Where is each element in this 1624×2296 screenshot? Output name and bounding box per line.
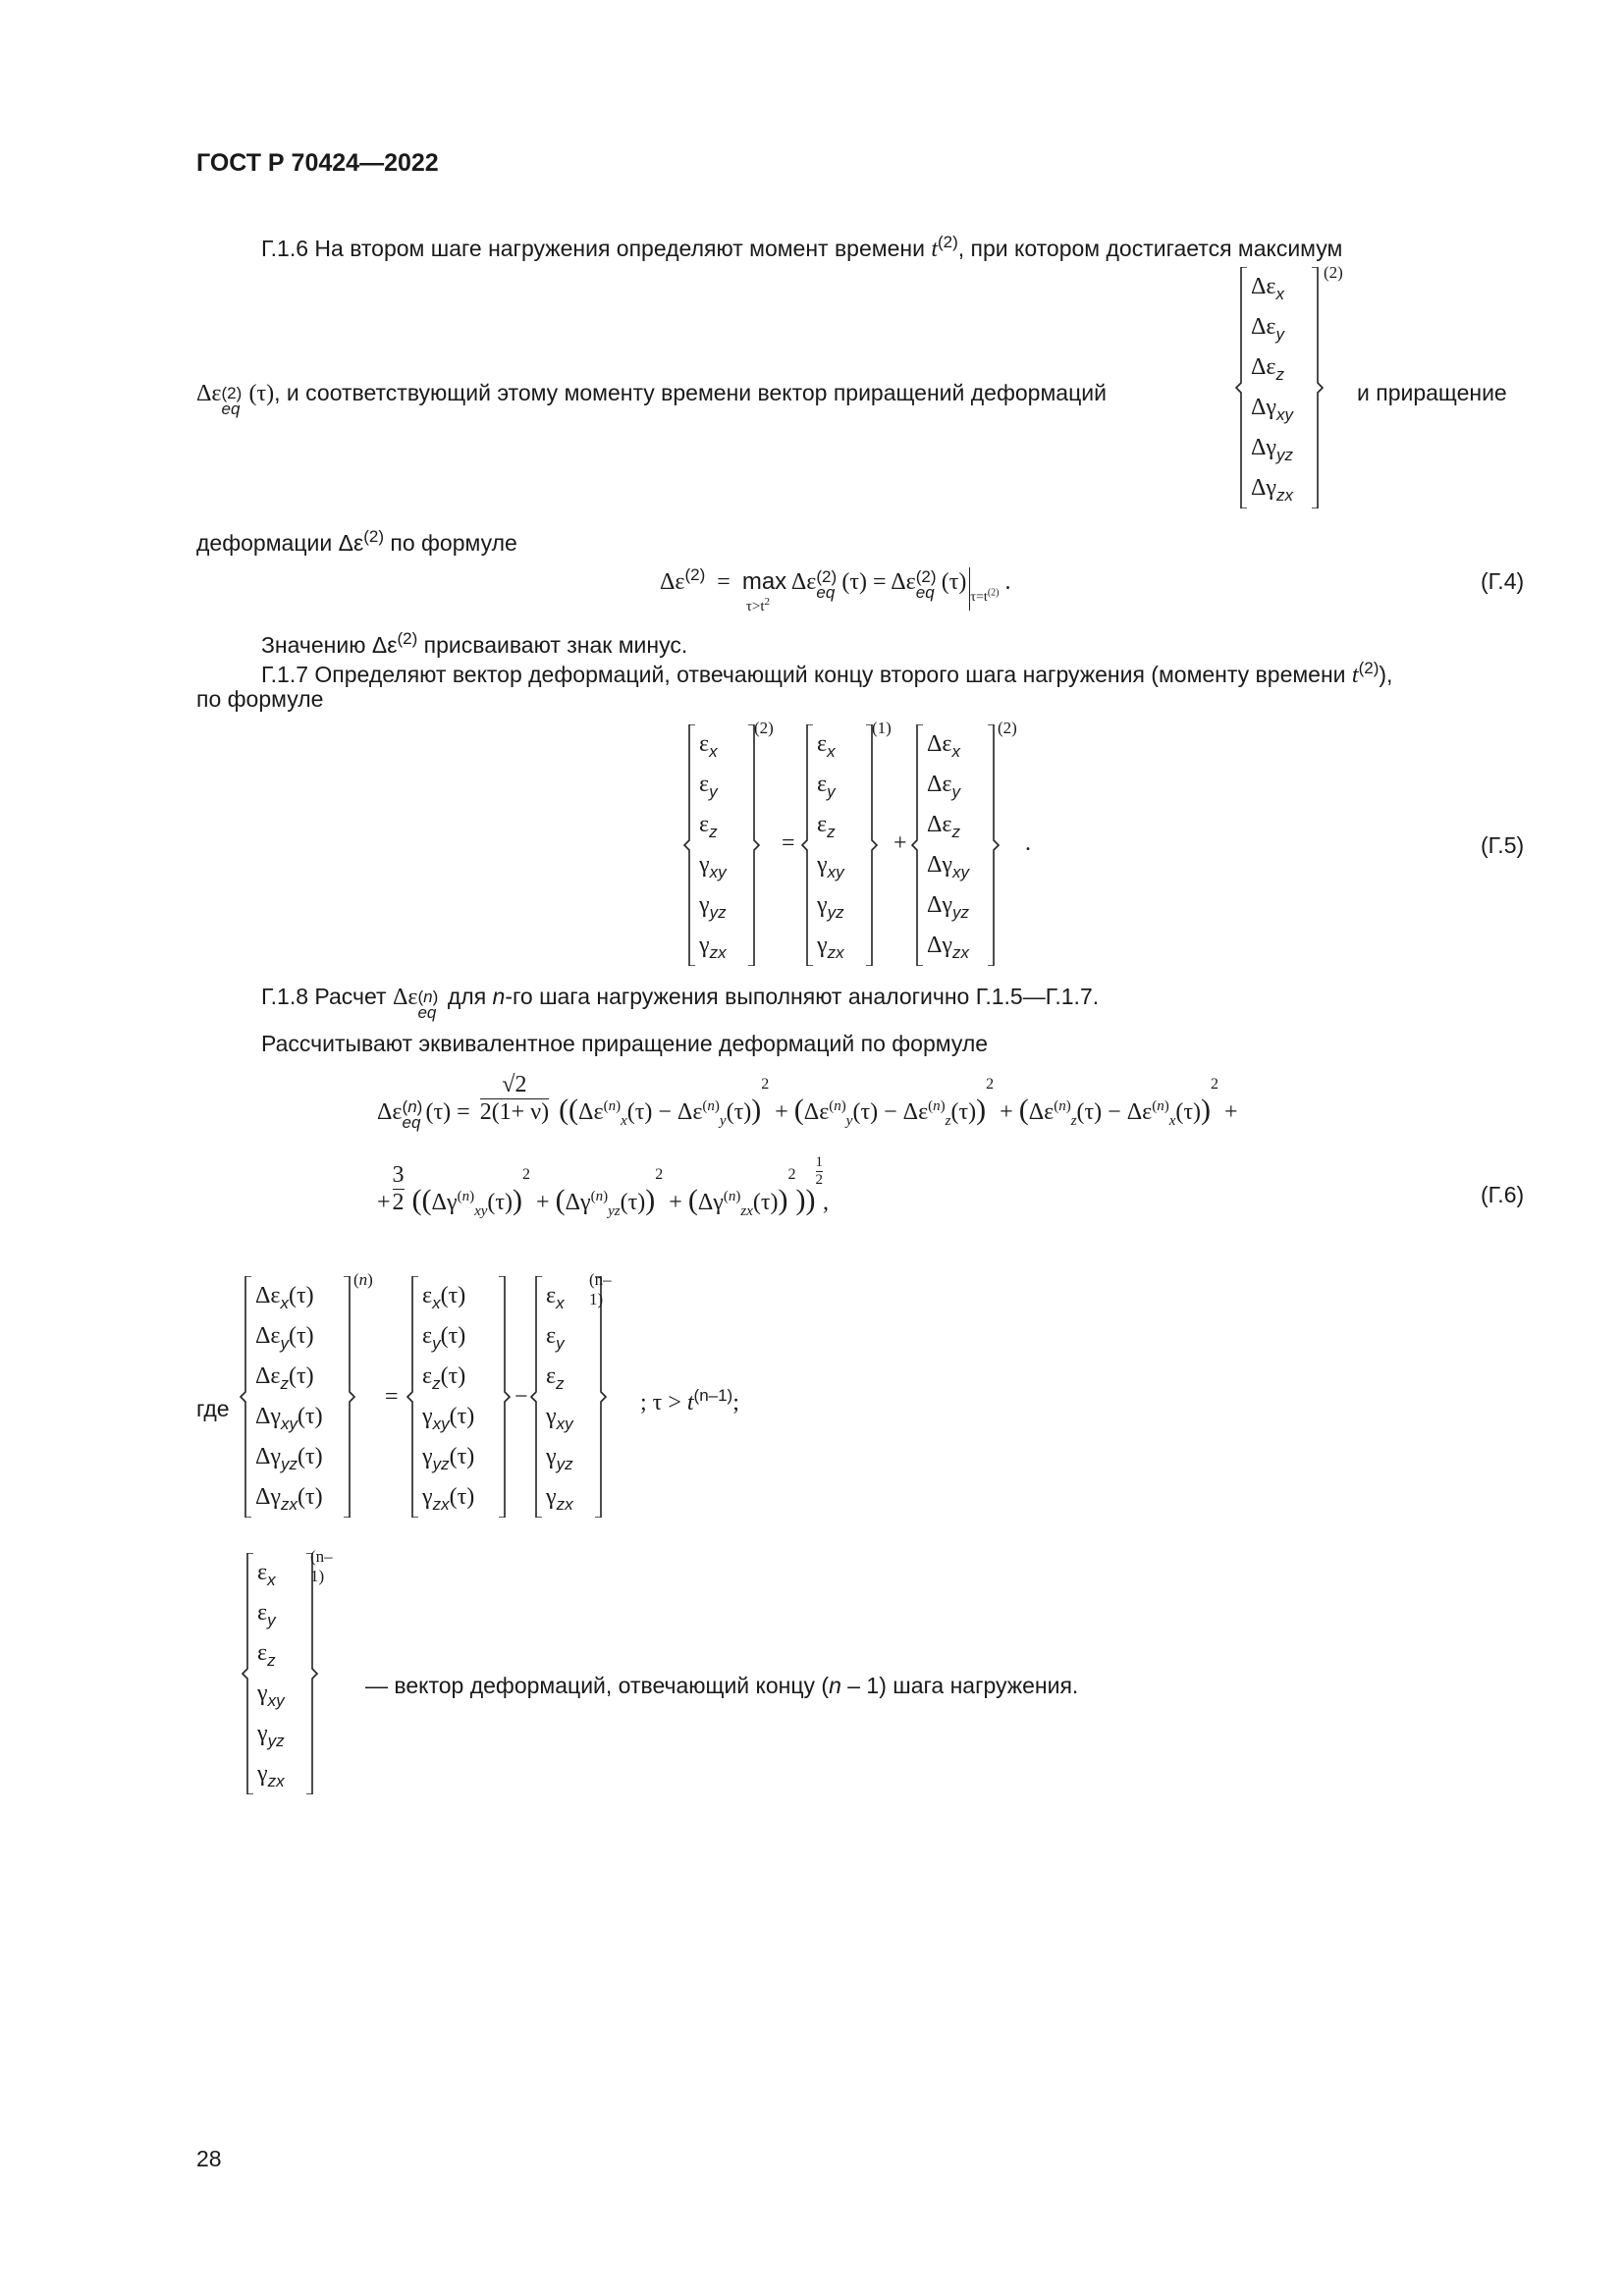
vector-where-lhs: $\Delta\varepsilon_x(\tau)$ $\Delta\varepsilon_y(\tau)$ $\Delta\varepsilon_z(\tau)$ $\Delta\gamma_{xy}(\tau)$ $\Delta\gamma_{yz}(\tau)$ $\Delta\gamma_{zx}(\tau)$ (n) — [255, 1276, 340, 1518]
vec-cell: $\Delta\varepsilon_x$ — [1251, 274, 1285, 303]
vec-cell: $\Delta\gamma_{yz}$ — [1251, 435, 1294, 464]
g16-text: Г.1.6 На втором шаге нагружения определяют момент времени — [261, 236, 925, 261]
sup-2: (2) — [937, 233, 958, 251]
equation-g6-line1: Δε (n) eq (τ) = $\frac{√2}{2(1+ \nu)}$ ($(\Delta\varepsilon^{(n)}_x(\tau) - \Delta\varepsilon^{(n)}_y(\tau))^2 + (\Delta\varepsilon^{(n)}_y(\tau) - \Delta\varepsilon^{(n)}_z(\tau))^2 + (\Delta\varepsilon^{(n)}_z(\tau) - \Delta\varepsilon^{(n)}_x(\tau))^2$ + — [377, 1072, 1238, 1132]
vector-where-mid: $\varepsilon_x(\tau)$ $\varepsilon_y(\tau)$ $\varepsilon_z(\tau)$ $\gamma_{xy}(\tau)$ $\gamma_{yz}(\tau)$ $\gamma_{zx}(\tau)$ — [422, 1276, 495, 1518]
g4-max: max $\tau>t^2$ — [741, 568, 787, 614]
last-vector-description: — вектор деформаций, отвечающий концу (n – 1) шага нагружения. — [365, 1673, 1079, 1698]
g16-tail-text: и приращение — [1357, 380, 1507, 405]
paragraph-g18: Г.1.8 Расчет Δε (n) eq для n-го шага нагружения выполняют аналогично Г.1.5—Г.1.7. — [261, 984, 1100, 1022]
vector-g5-mid: $\varepsilon_x$ $\varepsilon_y$ $\varepsilon_z$ $\gamma_{xy}$ $\gamma_{yz}$ $\gamma_{zx}$ (1) — [817, 724, 862, 966]
g5-plus: + — [893, 830, 907, 856]
vector-g5-lhs: $\varepsilon_x$ $\varepsilon_y$ $\varepsilon_z$ $\gamma_{xy}$ $\gamma_{yz}$ $\gamma_{zx}$ (2) — [699, 724, 744, 966]
paragraph-sign: Значению $\Delta\varepsilon^{(2)}$ присваивают знак минус. — [261, 629, 688, 658]
g5-equals: = — [782, 830, 795, 856]
g5-period: . — [1025, 830, 1031, 856]
paragraph-g16-line1 — [261, 228, 1528, 264]
paragraph-g17-line2: по формуле — [196, 686, 324, 712]
g16-line3-tail: по формуле — [390, 530, 517, 556]
where-equals: = — [385, 1384, 399, 1410]
vec-cell: $\Delta\gamma_{xy}$ — [1251, 395, 1294, 424]
vector-g5-rhs: $\Delta\varepsilon_x$ $\Delta\varepsilon_y$ $\Delta\varepsilon_z$ $\Delta\gamma_{xy}$ $\Delta\gamma_{yz}$ $\Delta\gamma_{zx}$ (2) — [927, 724, 984, 966]
equation-number-g5: (Г.5) — [1481, 832, 1525, 858]
vec-cell: $\Delta\varepsilon_z$ — [1251, 354, 1285, 384]
right-brace — [1310, 267, 1324, 508]
g4-lhs: Δε — [660, 569, 685, 595]
sup-2b: (2) — [221, 384, 243, 402]
paragraph-g16-line3 — [196, 522, 517, 558]
sup-2c: (2) — [363, 527, 384, 546]
t-symbol: t — [931, 237, 938, 262]
paragraph-g16-line2: Δε (2) eq (τ), и соответствующий этому моменту времени вектор приращений деформаций — [196, 380, 1107, 418]
where-condition: ; $\tau > t^{(n-1)}$; — [640, 1386, 739, 1415]
g16-line3: деформации Δε — [196, 530, 364, 556]
tau-arg: (τ) — [248, 381, 275, 406]
vec-cell: $\Delta\varepsilon_y$ — [1251, 314, 1285, 344]
vector-last: $\varepsilon_x$ $\varepsilon_y$ $\varepsilon_z$ $\gamma_{xy}$ $\gamma_{yz}$ $\gamma_{zx}$ (n–1) — [257, 1553, 302, 1794]
document-id: ГОСТ Р 70424—2022 — [196, 149, 439, 177]
vec-cell: $\Delta\gamma_{zx}$ — [1251, 475, 1294, 505]
equation-number-g6: (Г.6) — [1481, 1182, 1525, 1207]
equation-g6-line2: + $\frac{3}{2}$ $((\Delta\gamma^{(n)}_{xy}(\tau))^2 + (\Delta\gamma^{(n)}_{yz}(\tau))^2 + (\Delta\gamma^{(n)}_{zx}(\tau))^2)$) $\frac{1}{2}$ , — [377, 1154, 829, 1219]
paragraph-equiv: Рассчитывают эквивалентное приращение деформаций по формуле — [261, 1031, 989, 1056]
page-number: 28 — [196, 2146, 222, 2171]
equation-number-g4: (Г.4) — [1481, 568, 1525, 594]
paragraph-g17-line1: Г.1.7 Определяют вектор деформаций, отвечающий концу второго шага нагружения (моменту времени $t^{(2)}$), — [261, 659, 1393, 688]
g16-mid: , и соответствующий этому моменту времени вектор приращений деформаций — [274, 380, 1107, 405]
vector-increments-top — [1251, 263, 1343, 508]
left-brace — [1235, 267, 1249, 508]
where-label: где — [196, 1396, 230, 1421]
delta-eps-eq: Δε — [196, 381, 222, 406]
where-minus: − — [514, 1384, 528, 1410]
g16-tail: , при котором достигается максимум — [957, 236, 1343, 261]
equation-g4: $\Delta\varepsilon^{(2)} = \max$ $\tau>t^2$ Δε (2) eq (τ) = Δε (2) eq $(\tau)_{\tau=t^{(2)}}$ . — [660, 565, 1011, 614]
vector-sup: (2) — [1324, 263, 1343, 282]
vector-where-rhs: $\varepsilon_x$ $\varepsilon_y$ $\varepsilon_z$ $\gamma_{xy}$ $\gamma_{yz}$ $\gamma_{zx}$ (n–1) — [546, 1276, 591, 1518]
